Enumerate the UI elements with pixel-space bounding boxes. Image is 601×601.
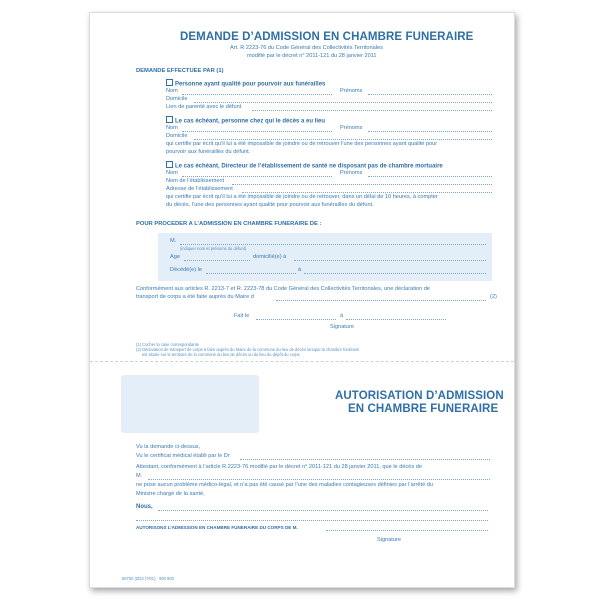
- note-2-marker: (2): [490, 294, 497, 300]
- field-autorisation-defunt[interactable]: [326, 530, 488, 531]
- label-lien-parente: Lien de parenté avec le défunt: [166, 104, 242, 110]
- option-personne-deces-label: Le cas échéant, personne chez qui le décès a eu lieu: [175, 118, 326, 125]
- option-personne-deces[interactable]: [166, 116, 325, 125]
- checkbox-personne-deces[interactable]: [166, 116, 173, 123]
- field-fait-le[interactable]: [256, 319, 336, 320]
- option-personne-qualite-label: Personne ayant qualité pour pourvoir aux funérailles: [175, 81, 326, 88]
- label-age: Age: [170, 254, 180, 260]
- field-prenoms-1[interactable]: [368, 94, 492, 95]
- field-domicile-2[interactable]: [194, 139, 492, 140]
- label-domicile-2: Domicile: [166, 133, 188, 139]
- tear-divider: [90, 361, 514, 362]
- field-date-deces[interactable]: [206, 273, 296, 274]
- field-prenoms-3[interactable]: [368, 176, 492, 177]
- option-3-text-2: du décès, l’une des personnes ayant qualité pour pourvoir aux funérailles du défunt.: [166, 202, 374, 208]
- auth-line-6: Ministre chargé de la santé,: [136, 491, 205, 497]
- section-admission-heading: POUR PROCEDER A L’ADMISSION EN CHAMBRE FUNERAIRE DE :: [136, 221, 322, 227]
- auth-line-4: M.: [136, 473, 143, 479]
- field-lieu-deces[interactable]: [304, 273, 486, 274]
- field-etablissement-nom[interactable]: [232, 184, 492, 185]
- field-domicilie[interactable]: [294, 260, 486, 261]
- conformite-text-1: Conformément aux articles R. 2213-7 et R. 2223-78 du Code Général des Collectivités Territoriales, une déclaration de: [136, 286, 431, 292]
- hint-defunt-nom: (indiquer nom et prénoms du défunt): [180, 246, 247, 251]
- label-m: M.: [170, 238, 177, 244]
- field-nous[interactable]: [158, 510, 488, 511]
- field-age[interactable]: [184, 260, 250, 261]
- label-nom-1: Nom: [166, 88, 178, 94]
- label-fait-a: à: [340, 313, 344, 319]
- checkbox-directeur-etablissement[interactable]: [166, 161, 173, 168]
- label-decede-a: à: [298, 267, 302, 273]
- field-defunt-nom[interactable]: [180, 244, 486, 245]
- label-etablissement-adresse: Adresse de l’établissement: [166, 186, 233, 192]
- field-nom-1[interactable]: [182, 94, 332, 95]
- field-nous-2[interactable]: [136, 520, 488, 521]
- field-fait-a[interactable]: [346, 319, 446, 320]
- label-nous: Nous,: [136, 504, 153, 510]
- signature-label-1: Signature: [330, 324, 354, 330]
- option-3-text-1: qui certifie par écrit qu’il lui a été impossible de joindre ou de retrouver, dans un délai de 10 heures, à compter: [166, 194, 438, 200]
- auth-line-2: Vu le certificat médical établi par le Dr: [136, 453, 230, 459]
- label-nom-3: Nom: [166, 170, 178, 176]
- autorisation-statement: AUTORISONS L’ADMISSION EN CHAMBRE FUNERAIRE DU CORPS DE M.: [136, 525, 298, 530]
- label-prenoms-1: Prénoms: [340, 88, 363, 94]
- form-reference: 80750 (ZD3 (7/01) · 900 900: [122, 576, 174, 581]
- footnote-2: (2) Déclaration de transport de corps à faire auprès du Maire de la commune du lieu de décès lorsque la chambre funéraire: [136, 347, 360, 352]
- option-2-text-1: qui certifie par écrit qu’il lui a été impossible de joindre ou de retrouver l’une des personnes ayant qualité pour: [166, 141, 438, 147]
- label-prenoms-3: Prénoms: [340, 170, 363, 176]
- form-subtitle-2: modifié par le décret n° 2011-121 du 28 janvier 2011: [247, 53, 377, 59]
- field-prenoms-2[interactable]: [368, 131, 492, 132]
- auth-line-3: Attestant, conformément à l’article R.2223-76 modifié par le décret n° 2011-121 du 28 janvier 2011, que le décès de: [136, 464, 422, 470]
- label-etablissement-nom: Nom de l’établissement: [166, 178, 225, 184]
- conformite-text-2: transport de corps a été faite auprès du Maire d: [136, 294, 254, 300]
- form-title: DEMANDE D’ADMISSION EN CHAMBRE FUNERAIRE: [180, 31, 474, 43]
- field-domicile-1[interactable]: [194, 102, 492, 103]
- label-domicilie: domicilié(e) à: [253, 254, 287, 260]
- field-docteur[interactable]: [240, 459, 490, 460]
- field-etablissement-adresse[interactable]: [242, 192, 492, 193]
- label-decede-le: Décédé(e) le: [170, 267, 203, 273]
- field-maire[interactable]: [276, 300, 486, 301]
- option-2-text-2: pourvoir aux funérailles du défunt.: [166, 149, 251, 155]
- form-subtitle-1: Art. R 2223-76 du Code Général des Collectivités Territoriales: [230, 45, 383, 51]
- label-domicile-1: Domicile: [166, 96, 188, 102]
- auth-line-1: Vu la demande ci-dessus,: [136, 444, 201, 450]
- section-demande-heading: DEMANDE EFFECTUEE PAR (1): [136, 68, 224, 74]
- footnote-3: est située sur le territoire de la commune du lieu de décès ou du lieu du dépôt du corps: [142, 352, 300, 357]
- option-directeur-label: Le cas échéant, Directeur de l’établissement de santé ne disposant pas de chambre mortuaire: [175, 163, 443, 170]
- auth-line-5: ne pose aucun problème médico-légal, et n’a pas été causé par l’une des maladies contagieuses définies par l’arrêté du: [136, 482, 433, 488]
- checkbox-personne-qualite[interactable]: [166, 79, 173, 86]
- label-prenoms-2: Prénoms: [340, 125, 363, 131]
- stamp-box: [121, 375, 259, 433]
- option-personne-qualite[interactable]: [166, 79, 325, 88]
- footnote-1: (1) Cocher la case correspondante: [136, 342, 200, 347]
- label-fait-le: Fait le: [234, 313, 250, 319]
- auth-title-2: EN CHAMBRE FUNERAIRE: [348, 403, 499, 415]
- signature-label-2: Signature: [377, 537, 401, 543]
- form-sheet: [89, 12, 515, 588]
- auth-title-1: AUTORISATION D’ADMISSION: [335, 390, 504, 402]
- field-nom-2[interactable]: [182, 131, 332, 132]
- field-lien-parente[interactable]: [252, 110, 492, 111]
- field-nom-3[interactable]: [182, 176, 332, 177]
- option-directeur-etablissement[interactable]: [166, 161, 443, 170]
- field-auth-defunt[interactable]: [148, 479, 490, 480]
- label-nom-2: Nom: [166, 125, 178, 131]
